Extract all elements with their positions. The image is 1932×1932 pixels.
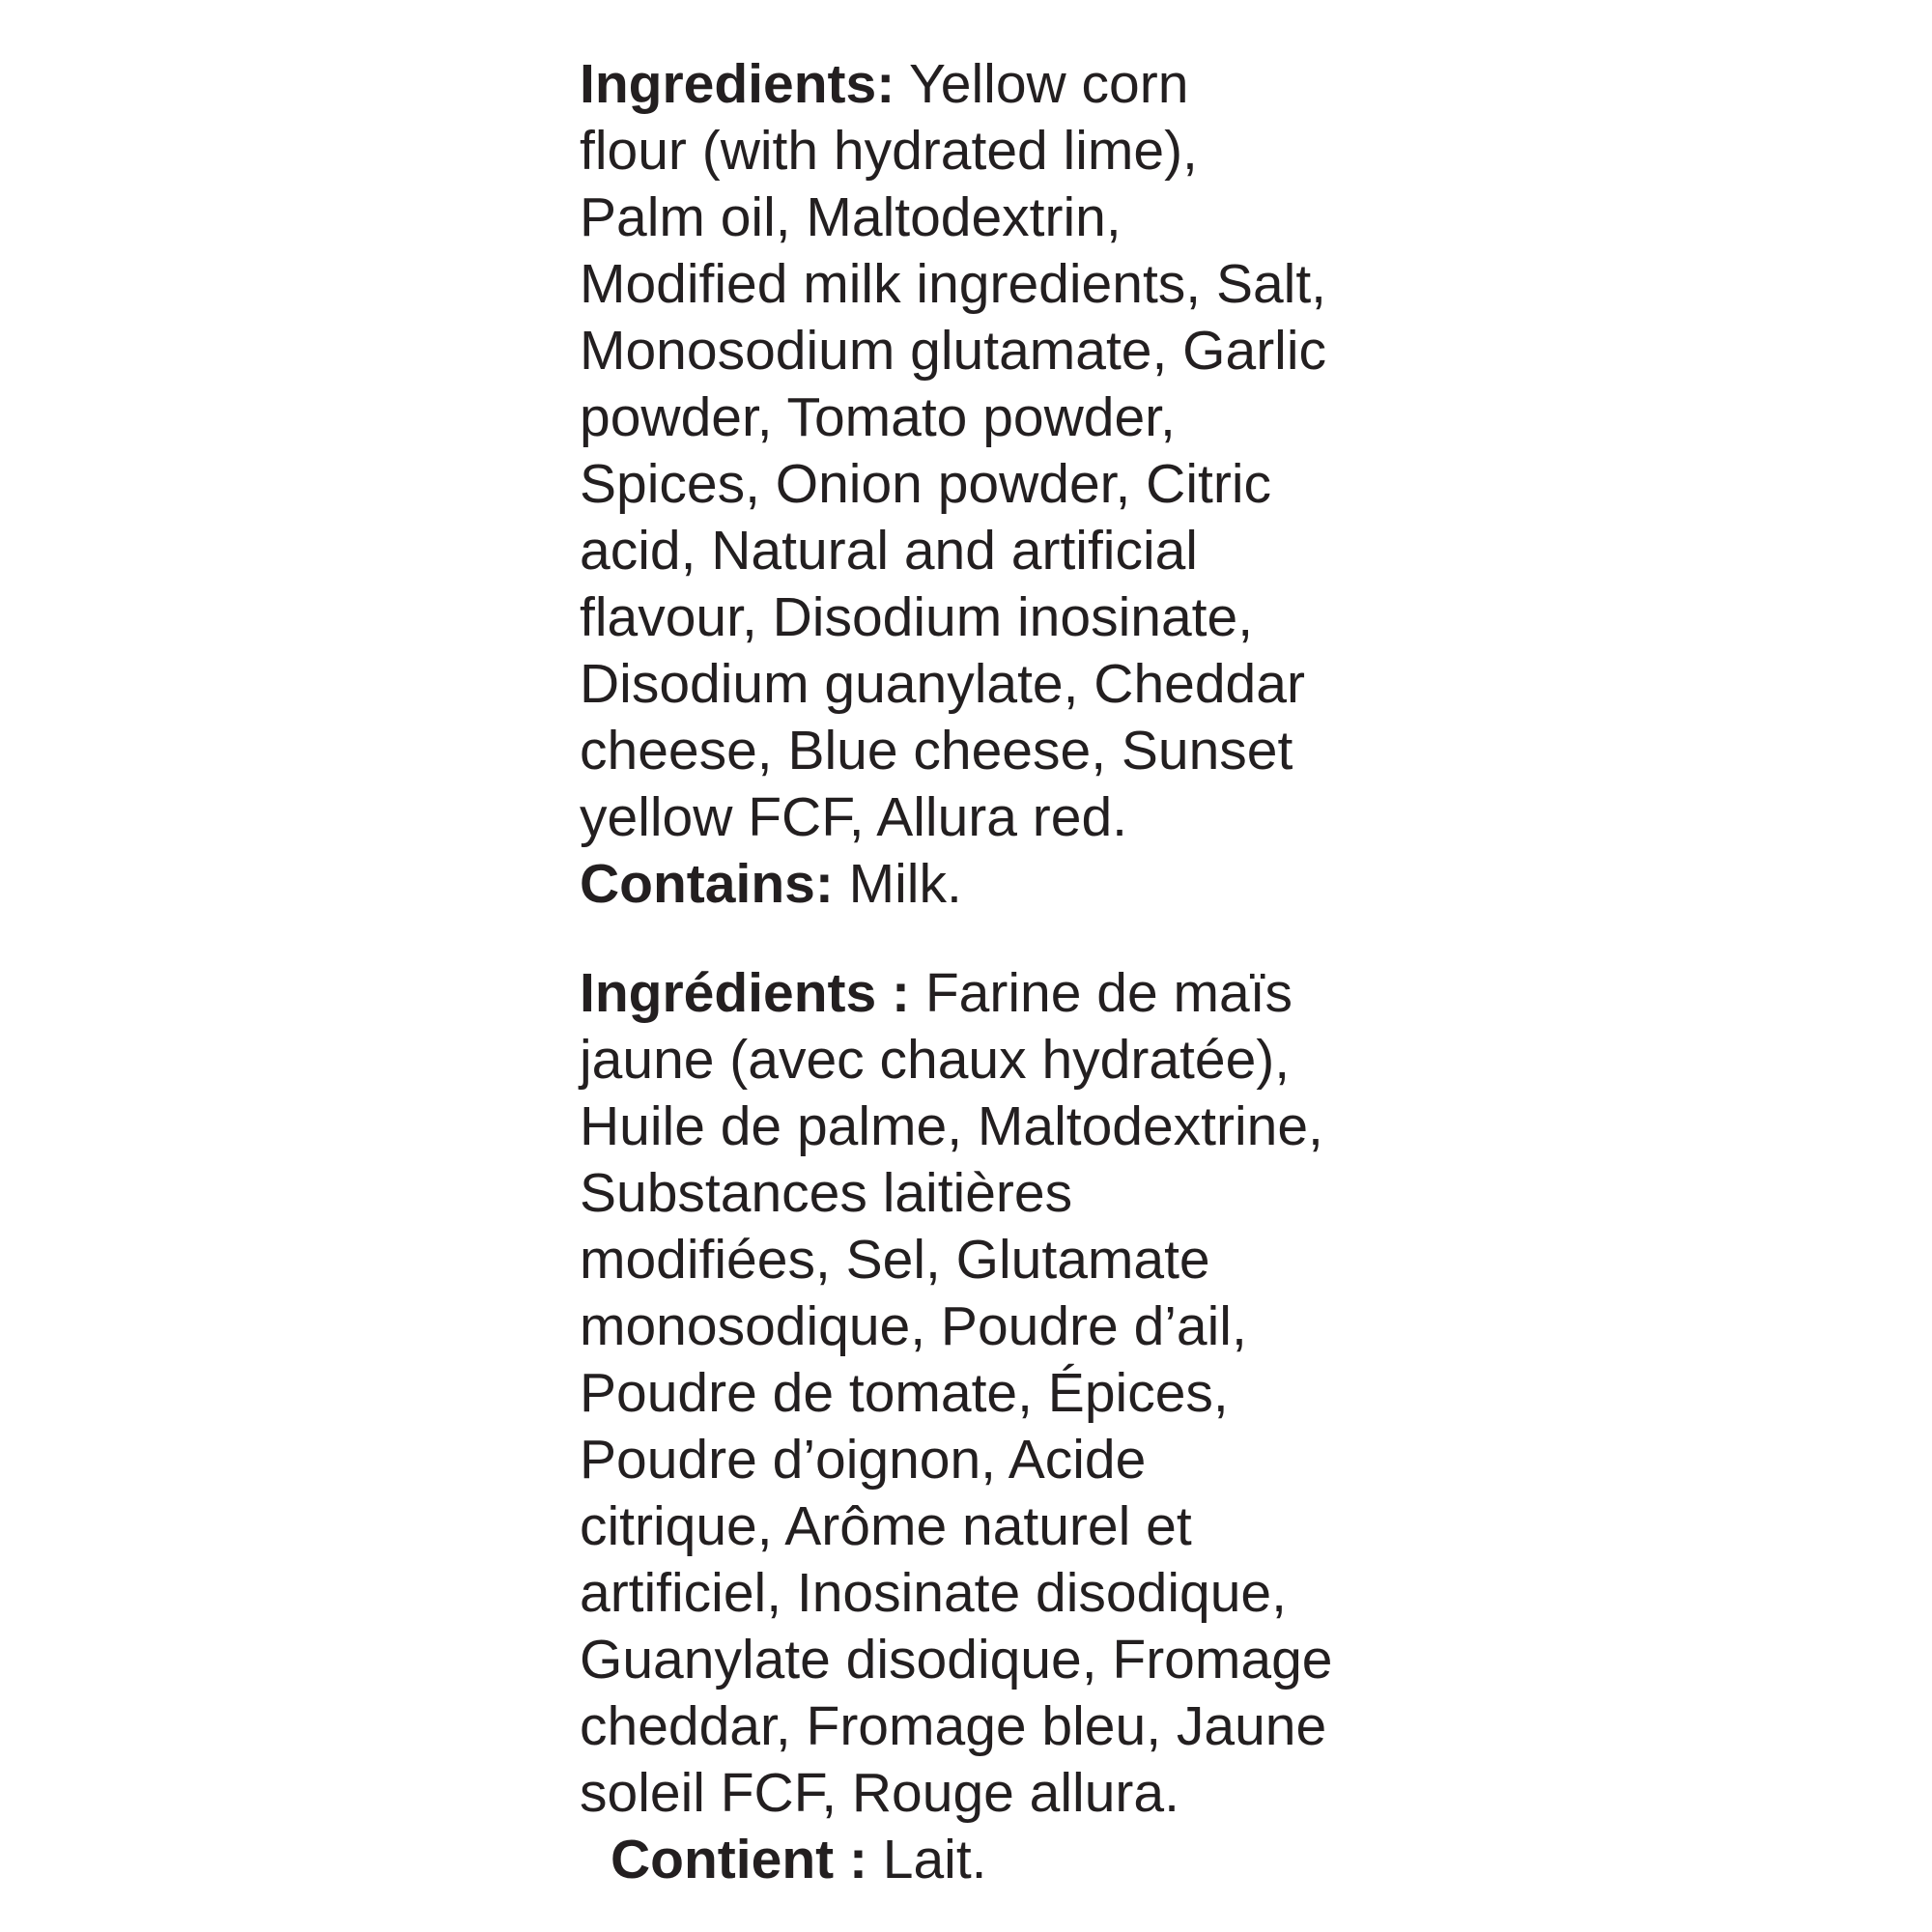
ingredient-line: Monosodium glutamate, Garlic [580, 320, 1327, 382]
ingredients-heading-line [580, 960, 1332, 1027]
contains-line [580, 1827, 1332, 1893]
ingredient-line: Poudre de tomate, Épices, [580, 1362, 1229, 1424]
ingredients-label: Ingrédients : [580, 962, 911, 1024]
ingredient-line: cheese, Blue cheese, Sunset [580, 720, 1293, 781]
contains-line [580, 851, 1326, 918]
ingredients-label: Ingredients: [580, 53, 895, 115]
contains-label: Contient : [611, 1829, 867, 1890]
ingredient-line: citrique, Arôme naturel et [580, 1495, 1192, 1557]
ingredients-english [580, 51, 1326, 918]
ingredient-line: Modified milk ingredients, Salt, [580, 253, 1327, 315]
ingredient-line: Palm oil, Maltodextrin, [580, 186, 1122, 248]
ingredient-line: acid, Natural and artificial [580, 520, 1198, 582]
contains-value: Milk. [833, 853, 962, 915]
ingredient-line: jaune (avec chaux hydratée), [580, 1029, 1291, 1091]
ingredient-text: Farine de maïs [910, 962, 1293, 1024]
ingredients-french [580, 960, 1332, 1893]
ingredient-line: soleil FCF, Rouge allura. [580, 1762, 1179, 1824]
contains-value: Lait. [867, 1829, 987, 1890]
ingredient-line: Huile de palme, Maltodextrine, [580, 1095, 1323, 1157]
ingredient-line: monosodique, Poudre d’ail, [580, 1295, 1247, 1357]
ingredients-heading-line [580, 51, 1326, 118]
ingredient-line: modifiées, Sel, Glutamate [580, 1229, 1210, 1291]
ingredient-line: yellow FCF, Allura red. [580, 786, 1128, 848]
ingredient-line: Spices, Onion powder, Citric [580, 453, 1271, 515]
ingredient-line: Disodium guanylate, Cheddar [580, 653, 1305, 715]
ingredient-line: flour (with hydrated lime), [580, 120, 1198, 182]
ingredient-line: artificiel, Inosinate disodique, [580, 1562, 1287, 1624]
ingredient-line: Poudre d’oignon, Acide [580, 1429, 1147, 1491]
ingredient-line: Substances laitières [580, 1162, 1073, 1224]
ingredient-line: powder, Tomato powder, [580, 386, 1176, 448]
ingredient-line: Guanylate disodique, Fromage [580, 1629, 1333, 1690]
ingredient-text: Yellow corn [895, 53, 1189, 115]
ingredient-line: cheddar, Fromage bleu, Jaune [580, 1695, 1327, 1757]
contains-label: Contains: [580, 853, 834, 915]
ingredient-line: flavour, Disodium inosinate, [580, 586, 1254, 648]
